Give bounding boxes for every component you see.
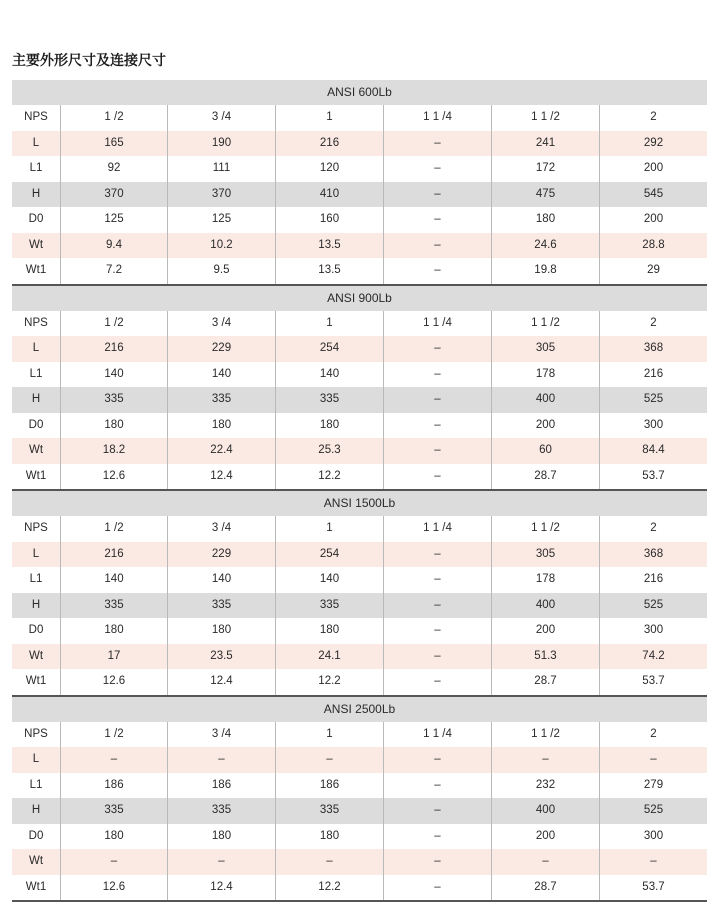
row-label: NPS [24, 522, 48, 534]
table-cell: 200 [491, 413, 599, 439]
table-row [12, 413, 707, 439]
table-row [12, 747, 707, 773]
table-cell: 368 [599, 542, 707, 568]
table-cell: 22.4 [167, 438, 275, 464]
table-cell: 216 [599, 567, 707, 593]
table-cell: 525 [599, 387, 707, 413]
table-cell: 111 [167, 156, 275, 182]
table-cell: 84.4 [599, 438, 707, 464]
table-cell: 200 [491, 618, 599, 644]
table-cell: 2 [599, 105, 707, 131]
table-cell: 216 [60, 542, 167, 568]
table-cell: 200 [599, 156, 707, 182]
table-cell: 140 [167, 362, 275, 388]
table-cell: – [383, 618, 491, 644]
table-cell: – [275, 747, 383, 773]
row-label: Wt1 [25, 880, 47, 893]
row-label: Wt [28, 649, 44, 662]
table-cell: – [491, 747, 599, 773]
table-cell: 3 /4 [167, 311, 275, 337]
table-cell: – [383, 593, 491, 619]
table-cell: 180 [60, 824, 167, 850]
row-label: H [31, 393, 41, 405]
table-cell: 180 [491, 207, 599, 233]
table-cell: – [383, 567, 491, 593]
table-row [12, 464, 707, 490]
table-cell: 1 1 /2 [491, 105, 599, 131]
table-cell: 1 /2 [60, 516, 167, 542]
table-cell: 1 1 /2 [491, 516, 599, 542]
table-row [12, 311, 707, 337]
table-cell: – [60, 849, 167, 875]
table-cell: 335 [167, 798, 275, 824]
table-row [12, 516, 707, 542]
table-cell: 165 [60, 131, 167, 157]
table-cell: 200 [491, 824, 599, 850]
table-cell: – [167, 747, 275, 773]
table-cell: 12.2 [275, 875, 383, 901]
table-cell: – [383, 413, 491, 439]
table-cell: 160 [275, 207, 383, 233]
row-label: Wt [28, 238, 44, 251]
table-row [12, 233, 707, 259]
table-cell: – [383, 258, 491, 284]
table-cell: 1 1 /4 [383, 516, 491, 542]
table-cell: 25.3 [275, 438, 383, 464]
section-header: ANSI 600Lb [12, 80, 707, 105]
table-cell: 180 [60, 618, 167, 644]
table-cell: 545 [599, 182, 707, 208]
row-label: H [31, 187, 41, 200]
section-header: ANSI 1500Lb [12, 491, 707, 516]
table-cell: 12.2 [275, 464, 383, 490]
table-cell: 140 [275, 567, 383, 593]
table-cell: 1 [275, 105, 383, 131]
table-cell: – [383, 336, 491, 362]
table-row [12, 362, 707, 388]
table-cell: 2 [599, 311, 707, 337]
row-label: L1 [29, 778, 43, 791]
table-cell: – [60, 747, 167, 773]
row-label: Wt [28, 444, 44, 456]
table-cell: – [383, 824, 491, 850]
table-cell: 410 [275, 182, 383, 208]
table-cell: 125 [60, 207, 167, 233]
table-cell: – [167, 849, 275, 875]
table-cell: 241 [491, 131, 599, 157]
table-row [12, 849, 707, 875]
table-cell: 12.6 [60, 669, 167, 695]
table-cell: 186 [60, 773, 167, 799]
table-cell: 29 [599, 258, 707, 284]
table-cell: 180 [167, 413, 275, 439]
table-row [12, 798, 707, 824]
table-cell: 60 [491, 438, 599, 464]
table-cell: 10.2 [167, 233, 275, 259]
table-cell: – [599, 747, 707, 773]
row-label: L1 [29, 367, 43, 380]
table-cell: 200 [599, 207, 707, 233]
table-cell: 12.6 [60, 464, 167, 490]
table-row [12, 593, 707, 619]
table-row [12, 542, 707, 568]
table-row [12, 207, 707, 233]
table-row [12, 618, 707, 644]
table-cell: – [383, 798, 491, 824]
table-cell: 216 [60, 336, 167, 362]
row-label: Wt1 [25, 264, 47, 276]
table-cell: 190 [167, 131, 275, 157]
table-cell: 120 [275, 156, 383, 182]
table-section [12, 286, 707, 492]
table-cell: 28.7 [491, 875, 599, 901]
table-cell: 92 [60, 156, 167, 182]
table-cell: – [383, 362, 491, 388]
table-cell: 2 [599, 516, 707, 542]
table-cell: 140 [60, 567, 167, 593]
table-cell: – [383, 773, 491, 799]
row-label: L [32, 547, 40, 560]
table-cell: 279 [599, 773, 707, 799]
row-label: D0 [28, 418, 44, 431]
table-cell: 1 1 /2 [491, 311, 599, 337]
table-cell: 1 [275, 722, 383, 748]
table-cell: 53.7 [599, 669, 707, 695]
table-cell: 1 /2 [60, 722, 167, 748]
table-cell: 229 [167, 336, 275, 362]
table-cell: – [383, 542, 491, 568]
table-cell: 2 [599, 722, 707, 748]
table-cell: 19.8 [491, 258, 599, 284]
table-cell: 1 [275, 311, 383, 337]
section-header: ANSI 900Lb [12, 286, 707, 311]
table-cell: 9.4 [60, 233, 167, 259]
table-cell: 1 [275, 516, 383, 542]
table-cell: 216 [599, 362, 707, 388]
table-cell: 180 [60, 413, 167, 439]
row-label: L1 [29, 573, 43, 585]
row-label: H [31, 598, 41, 611]
row-label: NPS [24, 111, 48, 123]
table-cell: 180 [275, 618, 383, 644]
table-cell: 305 [491, 336, 599, 362]
row-label: H [31, 804, 41, 816]
table-cell: 51.3 [491, 644, 599, 670]
table-cell: 180 [167, 618, 275, 644]
table-cell: 335 [167, 387, 275, 413]
row-label: D0 [28, 829, 44, 842]
table-cell: – [491, 849, 599, 875]
table-cell: 216 [275, 131, 383, 157]
table-cell: 178 [491, 567, 599, 593]
row-label: NPS [24, 316, 48, 329]
table-cell: 178 [491, 362, 599, 388]
table-row [12, 387, 707, 413]
row-label: NPS [24, 727, 48, 740]
table-row [12, 336, 707, 362]
table-cell: 3 /4 [167, 722, 275, 748]
table-cell: 335 [275, 798, 383, 824]
table-cell: 3 /4 [167, 516, 275, 542]
table-cell: 12.2 [275, 669, 383, 695]
table-cell: 229 [167, 542, 275, 568]
table-cell: – [383, 849, 491, 875]
table-cell: 53.7 [599, 464, 707, 490]
table-cell: 300 [599, 618, 707, 644]
page-title: 主要外形尺寸及连接尺寸 [12, 53, 166, 69]
table-cell: 12.4 [167, 464, 275, 490]
table-row [12, 438, 707, 464]
table-row [12, 644, 707, 670]
table-section [12, 697, 707, 903]
table-row [12, 156, 707, 182]
row-label: L1 [29, 162, 43, 174]
table-row [12, 258, 707, 284]
table-cell: – [383, 644, 491, 670]
table-cell: 370 [167, 182, 275, 208]
table-cell: – [383, 875, 491, 901]
table-cell: 475 [491, 182, 599, 208]
table-cell: – [383, 747, 491, 773]
table-cell: 13.5 [275, 258, 383, 284]
table-cell: 335 [275, 387, 383, 413]
table-cell: 172 [491, 156, 599, 182]
table-cell: 335 [60, 593, 167, 619]
table-cell: 12.6 [60, 875, 167, 901]
row-label: L [32, 753, 40, 765]
table-cell: 232 [491, 773, 599, 799]
table-cell: 140 [275, 362, 383, 388]
table-cell: 300 [599, 413, 707, 439]
table-cell: – [599, 849, 707, 875]
table-cell: 140 [167, 567, 275, 593]
table-cell: – [383, 182, 491, 208]
table-cell: 305 [491, 542, 599, 568]
table-cell: 180 [275, 413, 383, 439]
table-cell: – [383, 233, 491, 259]
table-cell: 335 [60, 387, 167, 413]
table-cell: 335 [60, 798, 167, 824]
table-cell: 254 [275, 336, 383, 362]
table-cell: 17 [60, 644, 167, 670]
table-cell: 186 [167, 773, 275, 799]
table-cell: 9.5 [167, 258, 275, 284]
table-cell: 1 1 /4 [383, 105, 491, 131]
table-cell: 180 [275, 824, 383, 850]
table-section [12, 80, 707, 286]
table-cell: – [383, 131, 491, 157]
table-cell: – [383, 156, 491, 182]
table-cell: – [383, 438, 491, 464]
row-label: D0 [28, 624, 44, 636]
table-cell: 525 [599, 593, 707, 619]
table-cell: 400 [491, 593, 599, 619]
table-cell: 12.4 [167, 669, 275, 695]
table-cell: 335 [167, 593, 275, 619]
table-cell: – [383, 387, 491, 413]
table-section [12, 491, 707, 697]
table-cell: 28.8 [599, 233, 707, 259]
table-cell: – [383, 207, 491, 233]
table-cell: 300 [599, 824, 707, 850]
dimension-table [12, 80, 707, 902]
table-cell: 1 /2 [60, 311, 167, 337]
table-cell: 400 [491, 387, 599, 413]
table-cell: 74.2 [599, 644, 707, 670]
table-row [12, 182, 707, 208]
table-row [12, 131, 707, 157]
table-cell: – [383, 669, 491, 695]
table-cell: 3 /4 [167, 105, 275, 131]
table-cell: 254 [275, 542, 383, 568]
table-cell: 12.4 [167, 875, 275, 901]
table-cell: 23.5 [167, 644, 275, 670]
table-row [12, 567, 707, 593]
table-cell: 24.1 [275, 644, 383, 670]
section-header: ANSI 2500Lb [12, 697, 707, 722]
table-row [12, 669, 707, 695]
table-cell: 13.5 [275, 233, 383, 259]
row-label: D0 [28, 213, 44, 225]
row-label: L [32, 342, 40, 354]
table-row [12, 773, 707, 799]
table-row [12, 722, 707, 748]
table-cell: 1 1 /4 [383, 722, 491, 748]
table-cell: – [383, 464, 491, 490]
table-cell: 525 [599, 798, 707, 824]
table-cell: 186 [275, 773, 383, 799]
table-cell: 400 [491, 798, 599, 824]
table-cell: 28.7 [491, 669, 599, 695]
table-cell: 292 [599, 131, 707, 157]
table-cell: 53.7 [599, 875, 707, 901]
table-cell: 1 /2 [60, 105, 167, 131]
table-cell: 1 1 /2 [491, 722, 599, 748]
table-cell: 140 [60, 362, 167, 388]
table-cell: 28.7 [491, 464, 599, 490]
table-cell: 125 [167, 207, 275, 233]
table-row [12, 875, 707, 901]
row-label: Wt1 [25, 469, 47, 482]
table-cell: 1 1 /4 [383, 311, 491, 337]
table-cell: 7.2 [60, 258, 167, 284]
table-cell: 368 [599, 336, 707, 362]
table-cell: 370 [60, 182, 167, 208]
table-cell: – [275, 849, 383, 875]
table-row [12, 824, 707, 850]
table-row [12, 105, 707, 131]
row-label: Wt1 [25, 675, 47, 687]
row-label: L [32, 136, 40, 149]
table-cell: 180 [167, 824, 275, 850]
table-cell: 24.6 [491, 233, 599, 259]
table-cell: 18.2 [60, 438, 167, 464]
table-cell: 335 [275, 593, 383, 619]
row-label: Wt [28, 855, 44, 867]
